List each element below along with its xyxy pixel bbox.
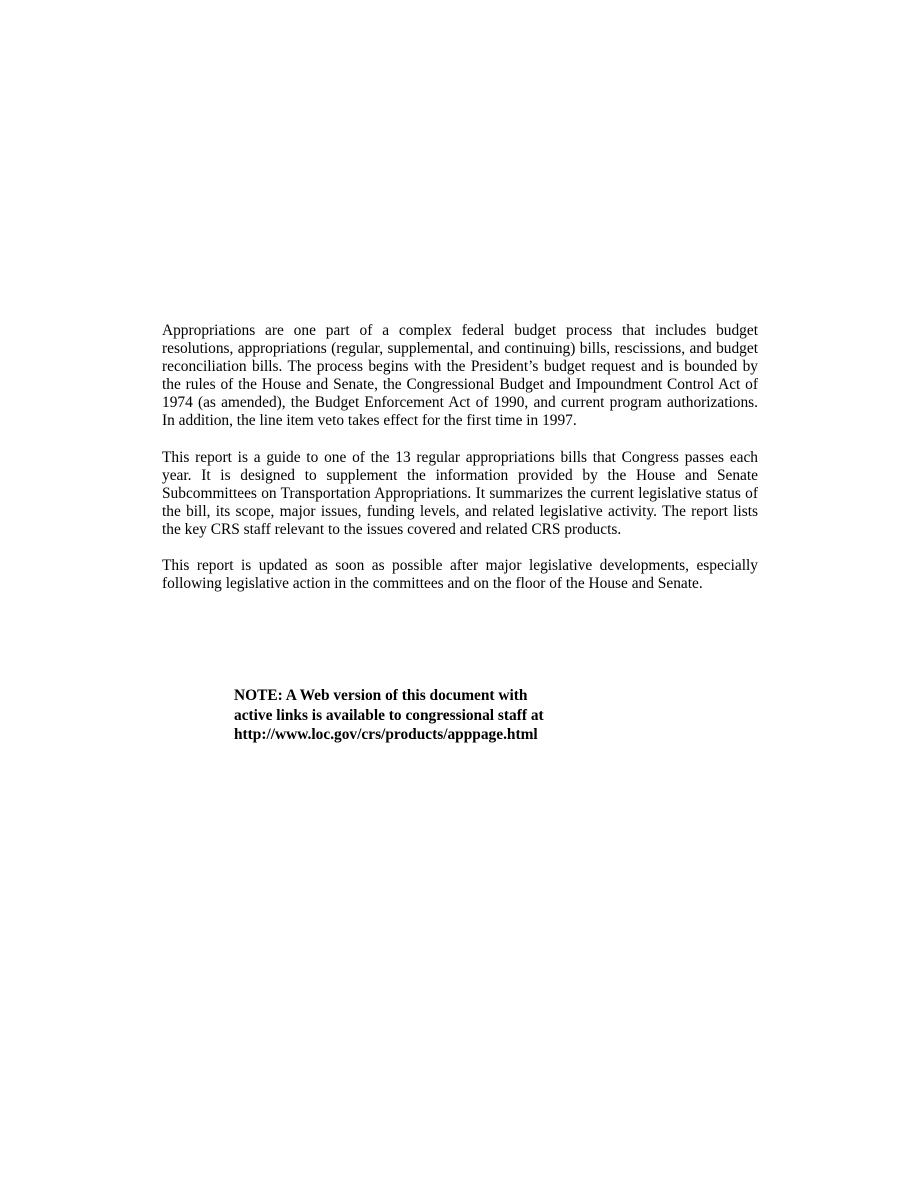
note-url: http://www.loc.gov/crs/products/apppage.html xyxy=(234,726,538,743)
paragraph-budget-process: Appropriations are one part of a complex federal budget process that includes budget resolutions, appropriations (regular, supplemental, and continuing) bills, rescissions, and budget reconciliation bills. The process begins with the President’s budget request and is bounded by the rules of the House and Senate, the Congressional Budget and Impoundment Control Act of 1974 (as amended), the Budget Enforcement Act of 1990, and current program authorizations. In addition, the line item veto takes effect for the first time in 1997. xyxy=(162,322,758,430)
note-line-1: NOTE: A Web version of this document with xyxy=(234,687,528,704)
report-description xyxy=(162,322,758,611)
paragraph-update-policy: This report is updated as soon as possible after major legislative developments, especially following legislative action in the committees and on the floor of the House and Senate. xyxy=(162,557,758,593)
web-version-note xyxy=(234,686,654,745)
paragraph-report-guide: This report is a guide to one of the 13 regular appropriations bills that Congress passes each year. It is designed to supplement the information provided by the House and Senate Subcommittees on Transportation Appropriations. It summarizes the current legislative status of the bill, its scope, major issues, funding levels, and related legislative activity. The report lists the key CRS staff relevant to the issues covered and related CRS products. xyxy=(162,448,758,538)
note-line-2: active links is available to congressional staff at xyxy=(234,706,544,724)
